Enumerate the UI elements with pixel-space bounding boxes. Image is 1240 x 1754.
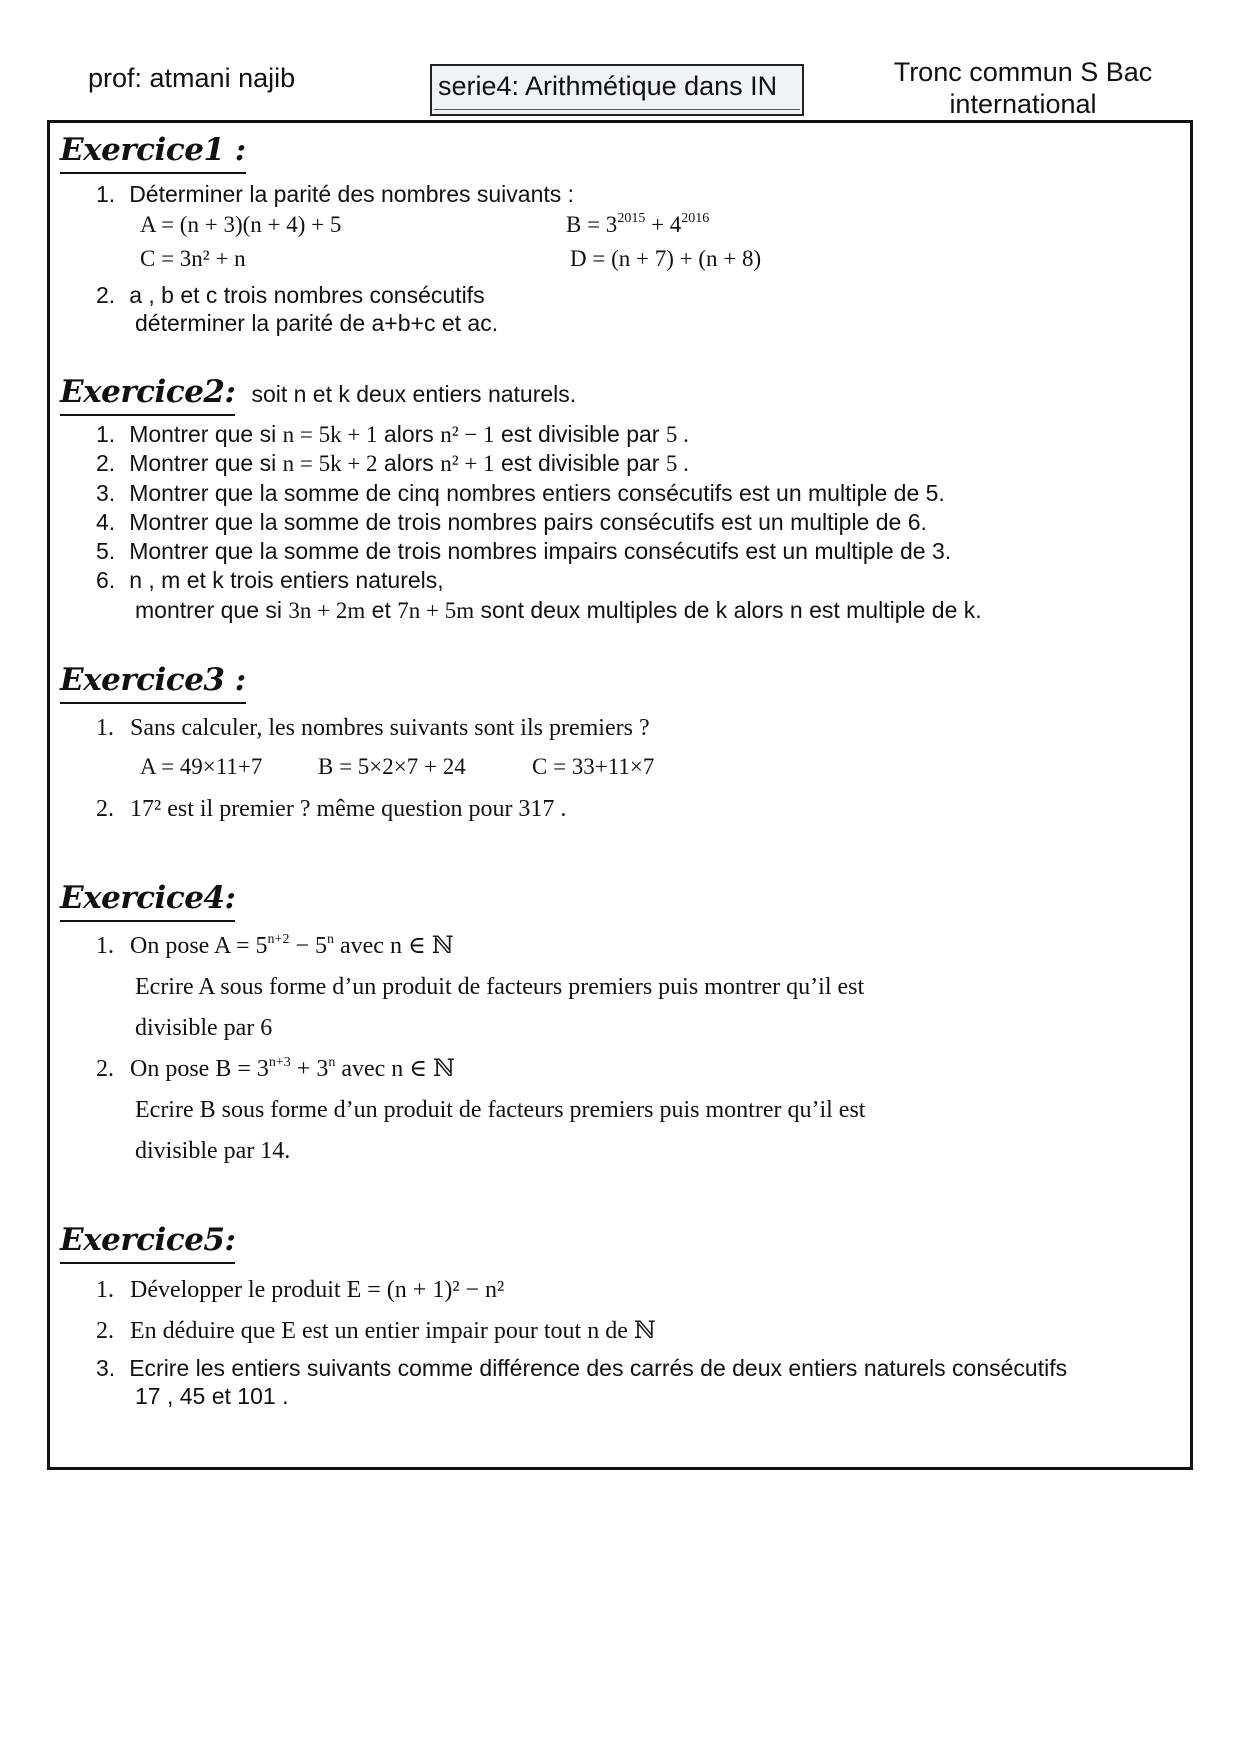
ex2-q2: 2. Montrer que si n = 5k + 2 alors n² + 1 est divisible par 5 .: [96, 450, 689, 476]
ex5-q2: 2. En déduire que E est un entier impair pour tout n de ℕ: [96, 1318, 656, 1344]
ex3-q2: 2. 17² est il premier ? même question pour 317 .: [96, 796, 567, 822]
ex1-expr-b: $B = 3^{2015} + 4^{2016}$: [566, 211, 710, 237]
exercise1-title: Exercice1 :: [60, 132, 246, 168]
ex2-q6-line2: montrer que si 3n + 2m et 7n + 5m sont deux multiples de k alors n est multiple de k.: [135, 597, 982, 623]
ex4-q2-line2: Ecrire B sous forme d’un produit de facteurs premiers puis montrer qu’il est: [135, 1097, 866, 1123]
document-title: serie4: Arithmétique dans IN: [430, 64, 804, 116]
ex5-q1: 1. Développer le produit E = (n + 1)² − n²: [96, 1277, 505, 1303]
ex4-q1-line3: divisible par 6: [135, 1015, 273, 1041]
author: prof: atmani najib: [88, 63, 296, 93]
ex1-expr-d: D = (n + 7) + (n + 8): [570, 246, 762, 271]
ex3-q1: 1. Sans calculer, les nombres suivants sont ils premiers ?: [96, 715, 650, 741]
ex3-expr-b: B = 5×2×7 + 24: [318, 754, 466, 779]
exercise3-title: Exercice3 :: [60, 662, 246, 698]
ex2-q6: 6. n , m et k trois entiers naturels,: [96, 567, 444, 593]
ex1-q2-line2: déterminer la parité de a+b+c et ac.: [135, 310, 499, 336]
ex1-expr-a: A = (n + 3)(n + 4) + 5: [140, 212, 342, 237]
ex2-q4: 4. Montrer que la somme de trois nombres pairs consécutifs est un multiple de 6.: [96, 509, 927, 535]
ex3-expr-a: A = 49×11+7: [140, 754, 263, 779]
ex4-q2: 2. On pose $B = 3^{n+3} + 3^n$ avec n ∈ ℕ: [96, 1055, 455, 1082]
ex3-expr-c: C = 33+11×7: [532, 754, 655, 779]
ex4-q1: 1. On pose $A = 5^{n+2} - 5^n$ avec n ∈ ℕ: [96, 932, 454, 959]
exercise5-title: Exercice5:: [60, 1222, 235, 1258]
ex1-q1: 1. Déterminer la parité des nombres suivants :: [96, 181, 575, 207]
ex5-q3-line2: 17 , 45 et 101 .: [135, 1383, 289, 1409]
ex2-q3: 3. Montrer que la somme de cinq nombres entiers consécutifs est un multiple de 5.: [96, 480, 945, 506]
ex2-q1: 1. Montrer que si n = 5k + 1 alors n² − 1 est divisible par 5 .: [96, 421, 689, 447]
level-label: Tronc commun S Bac international: [893, 57, 1153, 119]
ex5-q3: 3. Ecrire les entiers suivants comme différence des carrés de deux entiers naturels consécutifs: [96, 1355, 1068, 1381]
ex2-q5: 5. Montrer que la somme de trois nombres impairs consécutifs est un multiple de 3.: [96, 538, 952, 564]
exercise4-title: Exercice4:: [60, 880, 235, 916]
ex4-q2-line3: divisible par 14.: [135, 1138, 291, 1164]
ex1-q2: 2. a , b et c trois nombres consécutifs: [96, 282, 485, 308]
ex4-q1-line2: Ecrire A sous forme d’un produit de facteurs premiers puis montrer qu’il est: [135, 974, 865, 1000]
ex1-expr-c: C = 3n² + n: [140, 246, 246, 271]
exercise2-title: Exercice2: soit n et k deux entiers naturels.: [60, 374, 576, 410]
